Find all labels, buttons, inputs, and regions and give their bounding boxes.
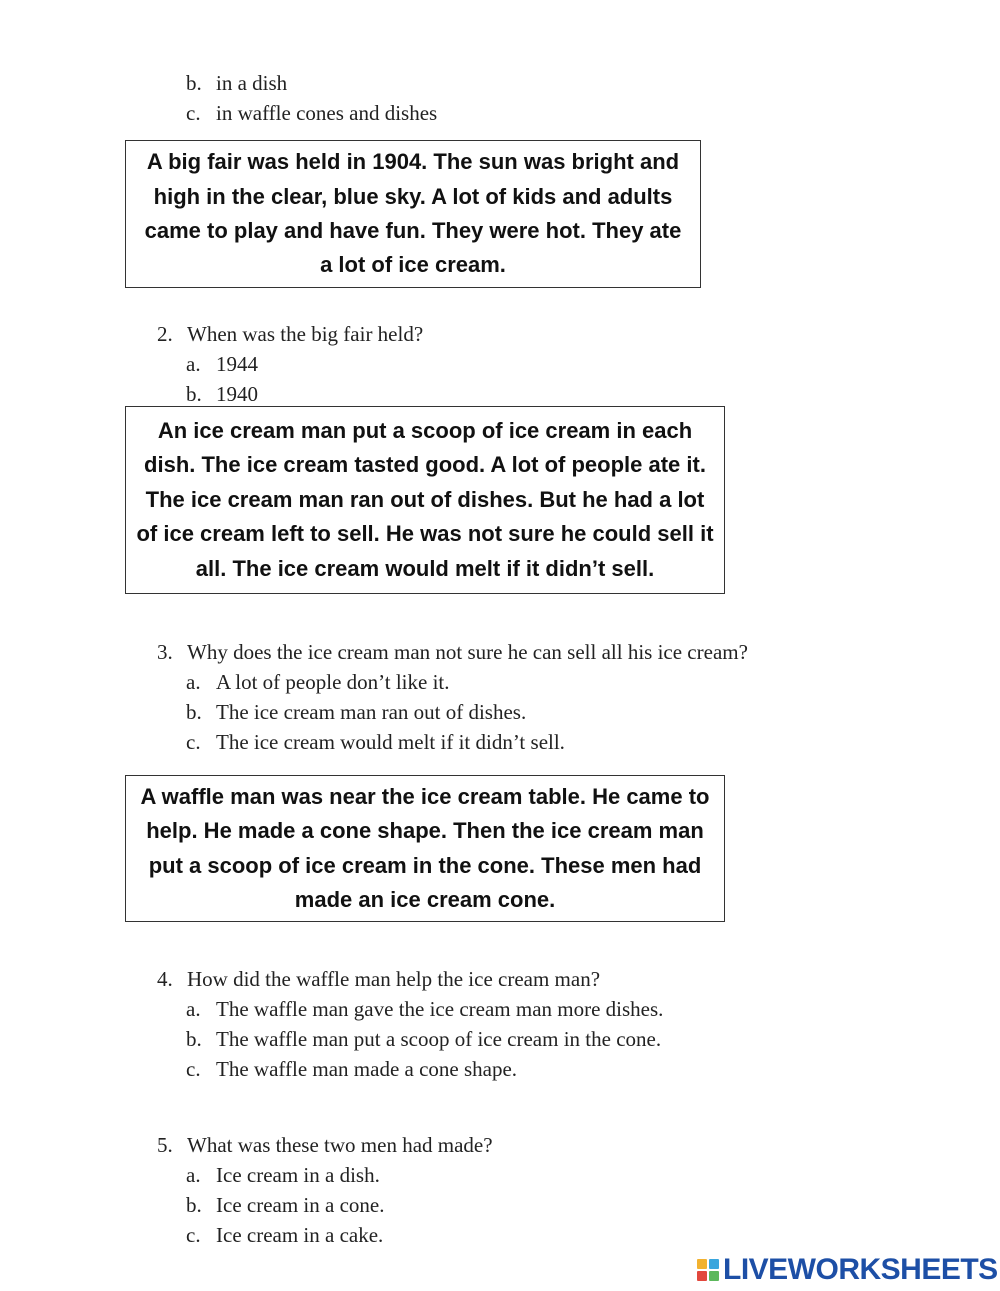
option-label: b. [186,700,202,724]
option-label: b. [186,71,202,95]
logo-text: LIVEWORKSHEETS [723,1253,998,1286]
option-label: a. [186,997,201,1021]
question-prompt: When was the big fair held? [187,322,424,346]
option-item[interactable] [186,1054,517,1084]
passage-text: A big fair was held in 1904. The sun was bright and high in the clear, blue sky. A lot of kids and adults came to play and have fun. They were hot. They ate a lot of ice cream. [144,149,682,278]
option-text: Ice cream in a cone. [216,1193,385,1217]
option-text: The ice cream man ran out of dishes. [216,700,527,724]
option-label: b. [186,382,202,406]
question-number: 2. [157,322,173,346]
option-item[interactable] [186,349,258,379]
option-label: c. [186,101,201,125]
question-text [157,319,423,349]
reading-passage [125,406,725,594]
option-text: The waffle man put a scoop of ice cream in the cone. [216,1027,662,1051]
option-item[interactable] [186,1024,661,1054]
question-number: 4. [157,967,173,991]
option-item[interactable] [186,379,258,409]
option-item[interactable] [186,727,565,757]
question-text [157,1130,493,1160]
option-text: in a dish [216,71,288,95]
option-text: Ice cream in a cake. [216,1223,384,1247]
option-item[interactable] [186,98,437,128]
liveworksheets-logo-blocks-icon [697,1259,719,1281]
option-label: b. [186,1193,202,1217]
question-number: 5. [157,1133,173,1157]
liveworksheets-logo[interactable] [697,1253,998,1287]
passage-text: An ice cream man put a scoop of ice cream in each dish. The ice cream tasted good. A lot of people ate it. The ice cream man ran out of dishes. But he had a lot of ice cream left to sell. He was not sure he could sell it all. The ice cream would melt if it didn’t sell. [136,417,714,581]
option-item[interactable] [186,697,526,727]
option-label: c. [186,730,201,754]
logo-block [709,1271,719,1281]
option-text: The waffle man gave the ice cream man more dishes. [216,997,664,1021]
question-text [157,964,600,994]
option-label: a. [186,352,201,376]
option-item[interactable] [186,1160,380,1190]
option-item[interactable] [186,68,287,98]
option-item[interactable] [186,667,450,697]
option-item[interactable] [186,994,663,1024]
question-text [157,637,748,667]
option-label: a. [186,670,201,694]
reading-passage [125,140,701,288]
option-text: A lot of people don’t like it. [216,670,450,694]
logo-block [697,1259,707,1269]
option-item[interactable] [186,1220,383,1250]
question-prompt: How did the waffle man help the ice cream man? [187,967,601,991]
option-label: a. [186,1163,201,1187]
logo-block [709,1259,719,1269]
option-text: in waffle cones and dishes [216,101,438,125]
question-prompt: What was these two men had made? [187,1133,493,1157]
reading-passage [125,775,725,922]
option-label: c. [186,1057,201,1081]
option-text: The ice cream would melt if it didn’t sell. [216,730,565,754]
option-label: b. [186,1027,202,1051]
option-text: 1944 [216,352,258,376]
logo-block [697,1271,707,1281]
question-prompt: Why does the ice cream man not sure he can sell all his ice cream? [187,640,748,664]
option-text: The waffle man made a cone shape. [216,1057,518,1081]
passage-text: A waffle man was near the ice cream table. He came to help. He made a cone shape. Then the ice cream man put a scoop of ice cream in the cone. These men had made an ice cream cone. [140,783,710,912]
option-text: 1940 [216,382,258,406]
option-label: c. [186,1223,201,1247]
option-item[interactable] [186,1190,384,1220]
question-number: 3. [157,640,173,664]
option-text: Ice cream in a dish. [216,1163,380,1187]
